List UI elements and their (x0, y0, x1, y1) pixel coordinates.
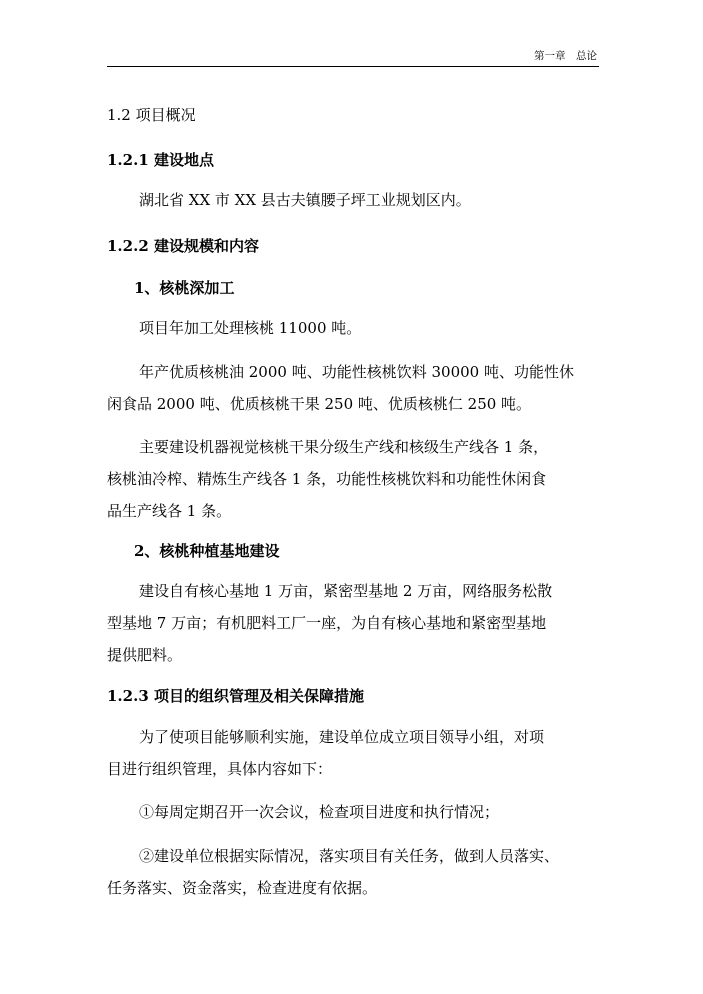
paragraph-line: ①每周定期召开一次会议，检查项目进度和执行情况； (139, 803, 500, 821)
paragraph-task-implementation (107, 840, 559, 904)
paragraph-line: 年产优质核桃油 2000 吨、功能性核桃饮料 30000 吨、功能性休 (139, 363, 574, 381)
paragraph-location (107, 184, 471, 216)
subsection-title-scale: 1.2.2 建设规模和内容 (107, 237, 259, 255)
paragraph-line: 任务落实、资金落实，检查进度有依据。 (107, 879, 378, 897)
paragraph-line: 项目年加工处理核桃 11000 吨。 (139, 319, 362, 337)
paragraph-line: 型基地 7 万亩；有机肥料工厂一座，为自有核心基地和紧密型基地 (107, 614, 547, 632)
paragraph-production-lines (107, 431, 548, 527)
paragraph-line: 品生产线各 1 条。 (107, 502, 232, 520)
paragraph-line: 核桃油冷榨、精炼生产线各 1 条，功能性核桃饮料和功能性休闲食 (107, 470, 547, 488)
paragraph-weekly-meeting (107, 796, 499, 828)
item-title-planting-base: 2、核桃种植基地建设 (134, 542, 280, 560)
paragraph-planting-base (107, 575, 552, 671)
subsection-title-location: 1.2.1 建设地点 (107, 151, 214, 169)
item-title-walnut-processing: 1、核桃深加工 (134, 279, 235, 297)
page-header (107, 49, 599, 67)
paragraph-organization (107, 721, 544, 785)
paragraph-line: 主要建设机器视觉核桃干果分级生产线和核级生产线各 1 条， (139, 438, 549, 456)
paragraph-processing-volume (107, 312, 361, 344)
paragraph-line: 湖北省 XX 市 XX 县古夫镇腰子坪工业规划区内。 (139, 191, 471, 209)
paragraph-line: 提供肥料。 (107, 646, 183, 664)
paragraph-line: 为了使项目能够顺利实施，建设单位成立项目领导小组，对项 (139, 728, 545, 746)
paragraph-line: 目进行组织管理，具体内容如下： (107, 760, 333, 778)
header-chapter-title: 第一章 总论 (534, 50, 597, 62)
paragraph-line: ②建设单位根据实际情况，落实项目有关任务，做到人员落实、 (139, 847, 560, 865)
section-title: 1.2 项目概况 (107, 106, 196, 124)
subsection-title-organization: 1.2.3 项目的组织管理及相关保障措施 (107, 687, 364, 705)
paragraph-annual-output (107, 356, 574, 420)
paragraph-line: 建设自有核心基地 1 万亩，紧密型基地 2 万亩，网络服务松散 (139, 582, 553, 600)
paragraph-line: 闲食品 2000 吨、优质核桃干果 250 吨、优质核桃仁 250 吨。 (107, 395, 532, 413)
